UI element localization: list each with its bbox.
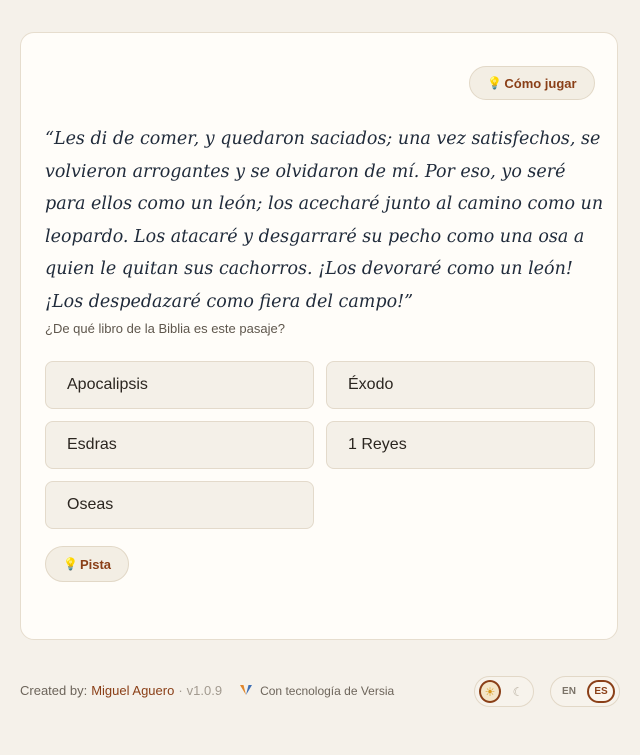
how-to-play-button[interactable] <box>469 66 595 100</box>
sun-icon[interactable]: ☀ <box>479 680 501 703</box>
moon-icon[interactable]: ☾ <box>512 684 524 699</box>
option-label: Apocalipsis <box>67 376 148 393</box>
created-by-label: Created by: <box>20 683 88 698</box>
option-exodo[interactable] <box>326 361 595 409</box>
lightbulb-icon: 💡 <box>62 557 78 571</box>
option-oseas[interactable] <box>45 481 314 529</box>
option-label: Esdras <box>67 436 117 453</box>
option-1-reyes[interactable] <box>326 421 595 469</box>
how-to-play-label: Cómo jugar <box>504 75 577 91</box>
option-esdras[interactable] <box>45 421 314 469</box>
hint-label: Pista <box>79 556 112 572</box>
question-text: ¿De qué libro de la Biblia es este pasaje? <box>45 321 285 336</box>
language-toggle <box>550 676 620 707</box>
lightbulb-icon: 💡 <box>487 76 503 90</box>
theme-toggle <box>474 676 534 707</box>
powered-by-link[interactable]: Con tecnología de Versia <box>260 683 395 698</box>
hint-button[interactable] <box>45 546 129 582</box>
option-label: Éxodo <box>348 376 394 393</box>
author-link[interactable]: Miguel Aguero <box>91 683 175 698</box>
version-label: v1.0.9 <box>186 683 223 698</box>
versia-logo-icon <box>240 685 252 696</box>
passage-text: “Les di de comer, y quedaron saciados; una vez satisfechos, se volvieron arrogantes y se olvidaron de mí. Por eso, yo seré para ellos como un león; los acecharé junto al camino como un leopardo. Los atacaré y desgarraré su pecho como una osa a quien le quitan sus cachorros. ¡Los devoraré como un león! ¡Los despedazaré como fiera del campo!” <box>45 129 604 312</box>
quiz-card <box>20 32 618 640</box>
footer-separator: · <box>178 683 183 698</box>
language-option-en[interactable]: EN <box>562 686 576 697</box>
option-label: Oseas <box>67 496 114 513</box>
option-label: 1 Reyes <box>348 436 407 453</box>
option-apocalipsis[interactable] <box>45 361 314 409</box>
language-option-es[interactable]: ES <box>587 680 615 703</box>
footer-credits <box>20 683 394 698</box>
